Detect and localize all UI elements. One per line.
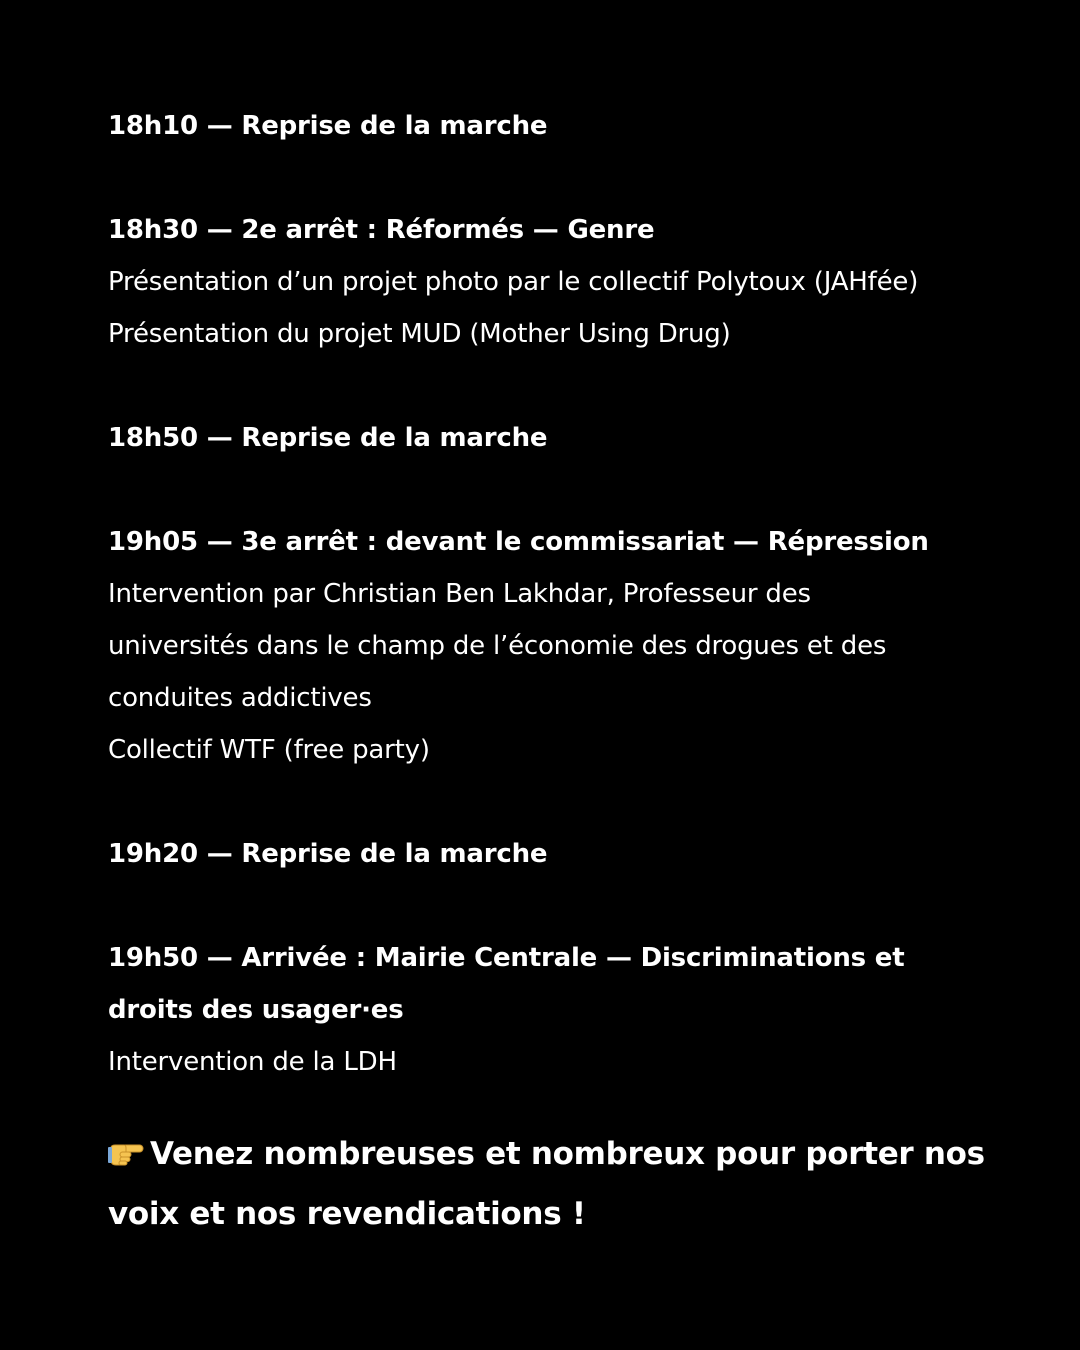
cta-text: voix et nos revendications ! <box>108 1196 586 1232</box>
program-item <box>108 932 988 1088</box>
program-item <box>108 100 988 152</box>
program-heading: 19h20 — Reprise de la marche <box>108 839 548 869</box>
program-detail: Présentation d’un projet photo par le collectif Polytoux (JAHfée) <box>108 267 919 297</box>
program-list <box>108 100 988 1244</box>
program-heading: 18h50 — Reprise de la marche <box>108 423 548 453</box>
spacer <box>108 464 988 516</box>
program-item <box>108 516 988 776</box>
program-heading: 18h10 — Reprise de la marche <box>108 111 548 141</box>
program-detail: universités dans le champ de l’économie des drogues et des <box>108 631 887 661</box>
program-heading: 18h30 — 2e arrêt : Réformés — Genre <box>108 215 655 245</box>
spacer <box>108 880 988 932</box>
spacer <box>108 360 988 412</box>
cta-text: Venez nombreuses et nombreux pour porter nos <box>150 1136 985 1172</box>
cta-line <box>108 1184 988 1244</box>
spacer <box>108 776 988 828</box>
program-detail: Collectif WTF (free party) <box>108 735 430 765</box>
program-heading: droits des usager·es <box>108 995 404 1025</box>
pointing-hand-icon <box>108 1128 144 1158</box>
program-detail: Intervention de la LDH <box>108 1047 397 1077</box>
program-detail: Intervention par Christian Ben Lakhdar, Professeur des <box>108 579 811 609</box>
program-detail: Présentation du projet MUD (Mother Using Drug) <box>108 319 731 349</box>
program-heading: 19h05 — 3e arrêt : devant le commissariat — Répression <box>108 527 929 557</box>
program-item <box>108 204 988 360</box>
program-item <box>108 828 988 880</box>
program-heading: 19h50 — Arrivée : Mairie Centrale — Discriminations et <box>108 943 905 973</box>
call-to-action <box>108 1124 988 1244</box>
program-detail: conduites addictives <box>108 683 372 713</box>
cta-line <box>108 1124 988 1184</box>
program-item <box>108 412 988 464</box>
spacer <box>108 152 988 204</box>
